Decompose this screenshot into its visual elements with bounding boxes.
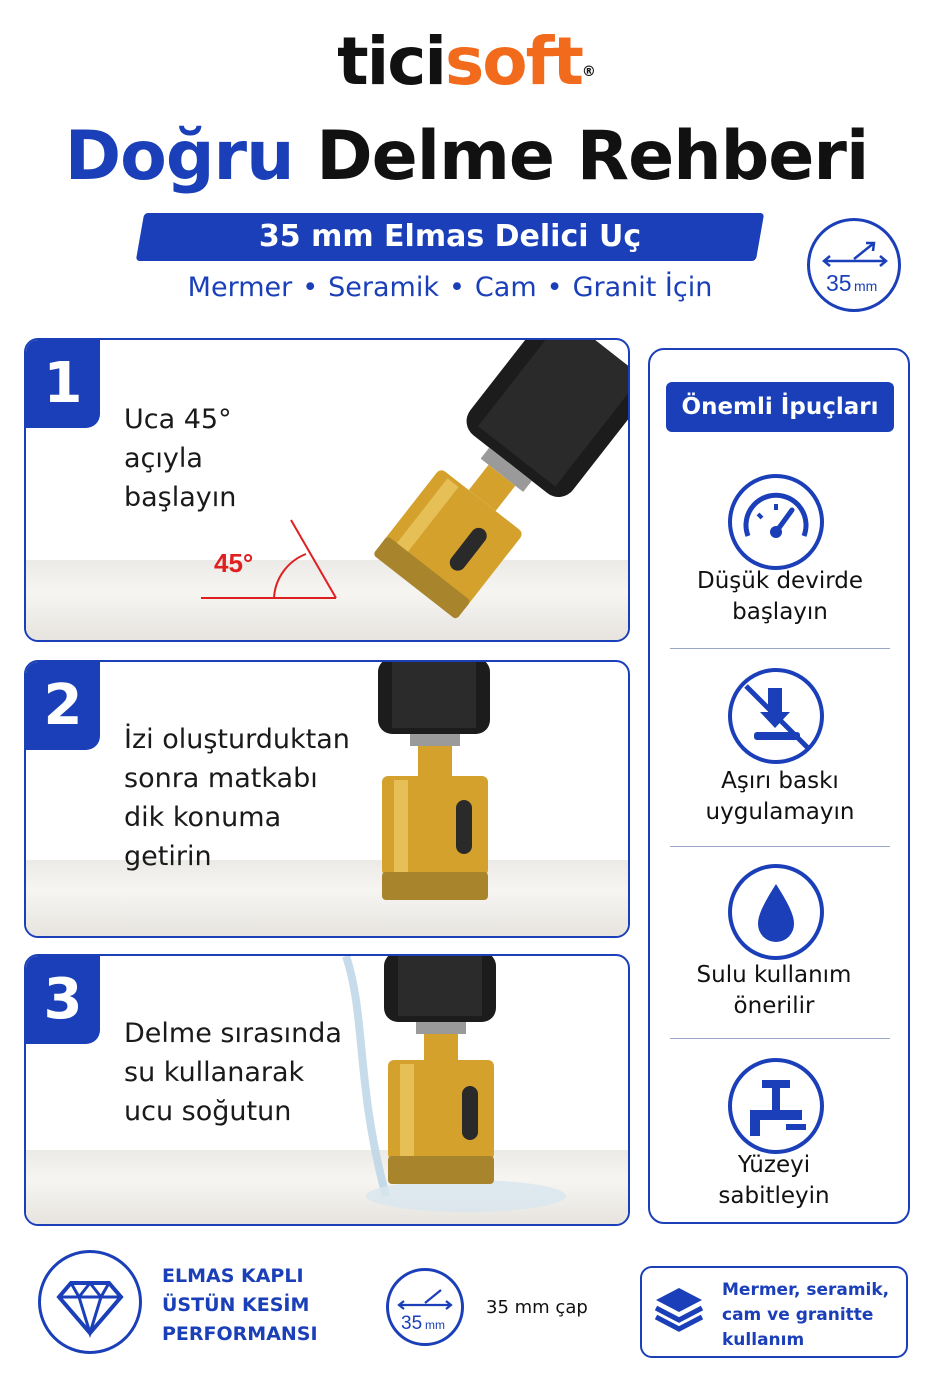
title-highlight: Doğru	[64, 117, 294, 196]
step-text-line: su kullanarak	[124, 1057, 305, 1088]
step-number: 3	[26, 956, 100, 1044]
brand-logo	[0, 22, 933, 102]
step-text-line: dik konuma	[124, 802, 282, 833]
diamond-icon	[41, 1253, 139, 1351]
diameter-value: 35	[826, 270, 852, 296]
footer-text-line: cam ve granitte	[722, 1305, 874, 1325]
tip-text	[660, 766, 900, 828]
step-1-panel	[24, 338, 630, 642]
tip-text-line: Sulu kullanım	[696, 962, 852, 988]
tip-text	[654, 1150, 894, 1212]
drill-angled-illustration	[196, 340, 630, 640]
tip-text	[654, 960, 894, 1022]
clamp-icon	[728, 1058, 824, 1154]
water-drop-icon	[728, 864, 824, 960]
material-granite: Granit İçin	[572, 272, 713, 303]
diamond-text	[162, 1262, 318, 1349]
step-text-line: İzi oluşturduktan	[124, 724, 350, 755]
water-stream-icon	[346, 956, 386, 1196]
no-pressure-icon	[728, 668, 824, 764]
step-3-panel	[24, 954, 630, 1226]
tip-divider	[670, 648, 890, 649]
step-2-panel	[24, 660, 630, 938]
step-number: 2	[26, 662, 100, 750]
tip-text-line: Yüzeyi	[737, 1152, 811, 1178]
tip-text-line: Aşırı baskı	[721, 768, 839, 794]
diameter-arrow-icon	[389, 1271, 461, 1343]
tip-text-line: önerilir	[733, 993, 815, 1019]
step-text-line: Uca 45°	[124, 404, 232, 435]
title-rest: Delme Rehberi	[316, 117, 869, 196]
diameter-value: 35	[401, 1313, 423, 1334]
step-text-line: başlayın	[124, 482, 237, 513]
tip-divider	[670, 846, 890, 847]
step-3-text	[124, 1014, 342, 1131]
tips-heading: Önemli İpuçları	[666, 382, 894, 432]
banner-text: 35 mm Elmas Delici Uç	[258, 219, 642, 254]
step-text-line: ucu soğutun	[124, 1096, 292, 1127]
footer-text-line: PERFORMANSI	[162, 1323, 318, 1345]
tip-text-line: başlayın	[732, 599, 828, 625]
footer-text-line: ELMAS KAPLI	[162, 1265, 304, 1287]
step-number: 1	[26, 340, 100, 428]
step-text-line: getirin	[124, 841, 212, 872]
step-text-line: Delme sırasında	[124, 1018, 342, 1049]
material-ceramic: Seramik	[328, 272, 439, 303]
angle-label: 45°	[214, 548, 254, 578]
brand-name-left: tici	[337, 23, 446, 100]
footer-text-line: Mermer, seramik,	[722, 1280, 890, 1300]
separator-dot: •	[302, 272, 319, 303]
step-text-line: sonra matkabı	[124, 763, 318, 794]
tip-text-line: Düşük devirde	[696, 568, 864, 594]
separator-dot: •	[546, 272, 563, 303]
step-text-line: açıyla	[124, 443, 203, 474]
registered-mark: ®	[581, 64, 596, 80]
diameter-label: 35 mm çap	[486, 1297, 588, 1318]
tip-divider	[670, 1038, 890, 1039]
material-marble: Mermer	[187, 272, 293, 303]
footer-text-line: kullanım	[722, 1330, 805, 1350]
tip-text-line: uygulamayın	[705, 799, 855, 825]
diamond-badge	[38, 1250, 142, 1354]
material-glass: Cam	[474, 272, 537, 303]
step-2-text	[124, 720, 350, 876]
diameter-unit: mm	[854, 278, 878, 294]
page-title	[0, 112, 933, 202]
diameter-badge	[807, 218, 901, 312]
footer-text-line: ÜSTÜN KESİM	[162, 1294, 310, 1316]
materials-line	[140, 270, 760, 306]
drill-vertical-illustration	[356, 662, 536, 938]
diameter-arrow-icon	[810, 221, 898, 309]
tip-text-line: sabitleyin	[718, 1183, 830, 1209]
material-use-text	[722, 1278, 902, 1353]
separator-dot: •	[448, 272, 465, 303]
layers-icon	[652, 1284, 706, 1338]
tip-text	[660, 566, 900, 628]
brand-name-right: soft	[445, 23, 582, 100]
footer-diameter-badge	[386, 1268, 464, 1346]
tips-panel	[648, 348, 910, 1224]
diameter-unit: mm	[425, 1318, 445, 1332]
drill-water-illustration	[326, 956, 586, 1226]
speedometer-icon	[728, 474, 824, 570]
